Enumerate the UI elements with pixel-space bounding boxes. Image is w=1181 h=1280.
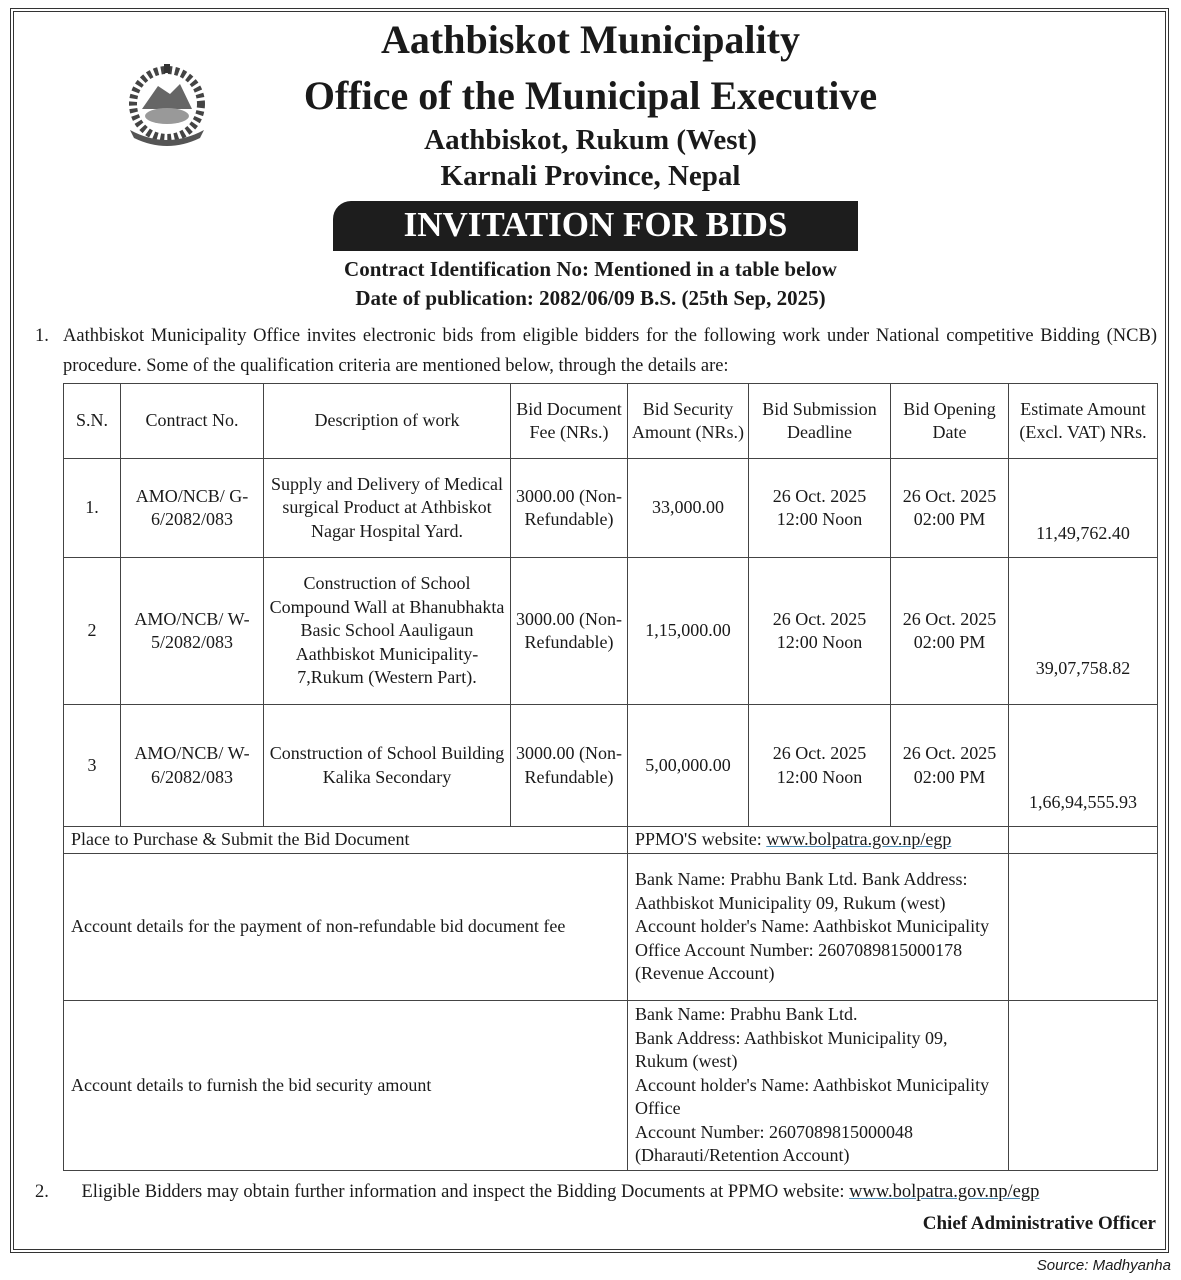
info-line: Account holder's Name: Aathbiskot Municipality Office	[635, 1074, 990, 1119]
signature: Chief Administrative Officer	[922, 1213, 1156, 1234]
contract-identification: Contract Identification No: Mentioned in a table below	[344, 257, 837, 281]
info-label: Account details to furnish the bid security amount	[64, 1001, 628, 1171]
paragraph-2	[35, 1182, 1039, 1203]
province: Karnali Province, Nepal	[440, 160, 741, 192]
bids-table	[63, 383, 1158, 1171]
contract-cell: AMO/NCB/ W-6/2082/083	[121, 705, 264, 827]
opening-cell: 26 Oct. 2025 02:00 PM	[891, 558, 1009, 705]
table-row	[64, 459, 1158, 558]
description-cell: Construction of School Compound Wall at Bhanubhakta Basic School Aauligaun Aathbiskot Municipality-7,Rukum (Western Part).	[264, 558, 511, 705]
security-cell: 5,00,000.00	[628, 705, 749, 827]
paragraph-text: Aathbiskot Municipality Office invites electronic bids from eligible bidders for the following work under National competitive Bidding (NCB) procedure. Some of the qualification criteria are mentioned below, through the details are:	[63, 326, 1157, 376]
info-label: Place to Purchase & Submit the Bid Document	[64, 827, 628, 854]
empty-cell	[1009, 1001, 1158, 1171]
empty-cell	[1009, 827, 1158, 854]
info-value	[628, 827, 1009, 854]
info-row	[64, 1001, 1158, 1171]
fee-cell: 3000.00 (Non-Refundable)	[511, 705, 628, 827]
bolpatra-link[interactable]: www.bolpatra.gov.np/egp	[766, 829, 952, 850]
security-cell: 1,15,000.00	[628, 558, 749, 705]
publication-date: Date of publication: 2082/06/09 B.S. (25th Sep, 2025)	[355, 286, 826, 310]
table-header-row	[64, 384, 1158, 459]
info-prefix: PPMO'S website:	[635, 829, 767, 850]
deadline-cell: 26 Oct. 2025 12:00 Noon	[749, 558, 891, 705]
column-header: Contract No.	[121, 384, 264, 459]
column-header: Description of work	[264, 384, 511, 459]
info-label: Account details for the payment of non-refundable bid document fee	[64, 854, 628, 1001]
table-row	[64, 558, 1158, 705]
table-row	[64, 705, 1158, 827]
bolpatra-link[interactable]: www.bolpatra.gov.np/egp	[849, 1182, 1040, 1202]
info-line: Account Number: 2607089815000048	[635, 1121, 913, 1142]
empty-cell	[1009, 854, 1158, 1001]
contract-cell: AMO/NCB/ W-5/2082/083	[121, 558, 264, 705]
paragraph-number: 2.	[35, 1182, 49, 1202]
location: Aathbiskot, Rukum (West)	[424, 124, 757, 156]
info-row	[64, 854, 1158, 1001]
deadline-cell: 26 Oct. 2025 12:00 Noon	[749, 459, 891, 558]
info-line: Bank Name: Prabhu Bank Ltd.	[635, 1004, 858, 1025]
fee-cell: 3000.00 (Non-Refundable)	[511, 459, 628, 558]
sn-cell: 2	[64, 558, 121, 705]
fee-cell: 3000.00 (Non-Refundable)	[511, 558, 628, 705]
deadline-cell: 26 Oct. 2025 12:00 Noon	[749, 705, 891, 827]
description-cell: Supply and Delivery of Medical surgical Product at Athbiskot Nagar Hospital Yard.	[264, 459, 511, 558]
paragraph-text: Eligible Bidders may obtain further information and inspect the Bidding Documents at PPMO website:	[81, 1182, 850, 1202]
column-header: Bid Document Fee (NRs.)	[511, 384, 628, 459]
contract-cell: AMO/NCB/ G-6/2082/083	[121, 459, 264, 558]
info-line: Bank Address: Aathbiskot Municipality 09, Rukum (west)	[635, 1027, 948, 1072]
sn-cell: 1.	[64, 459, 121, 558]
invitation-banner: INVITATION FOR BIDS	[333, 201, 858, 251]
sn-cell: 3	[64, 705, 121, 827]
paragraph-1	[35, 321, 1157, 381]
estimate-cell: 1,66,94,555.93	[1009, 705, 1158, 827]
info-value: Bank Name: Prabhu Bank Ltd. Bank Address: Aathbiskot Municipality 09, Rukum (west) Account holder's Name: Aathbiskot Municipality Office Account Number: 2607089815000178 (Revenue Account)	[628, 854, 1009, 1001]
paragraph-number: 1.	[35, 326, 49, 346]
column-header: Bid Opening Date	[891, 384, 1009, 459]
description-cell: Construction of School Building Kalika Secondary	[264, 705, 511, 827]
estimate-cell: 39,07,758.82	[1009, 558, 1158, 705]
info-row	[64, 827, 1158, 854]
column-header: Bid Submission Deadline	[749, 384, 891, 459]
column-header: S.N.	[64, 384, 121, 459]
municipality-title: Aathbiskot Municipality	[381, 17, 800, 62]
office-title: Office of the Municipal Executive	[303, 73, 878, 118]
opening-cell: 26 Oct. 2025 02:00 PM	[891, 459, 1009, 558]
estimate-cell: 11,49,762.40	[1009, 459, 1158, 558]
security-cell: 33,000.00	[628, 459, 749, 558]
opening-cell: 26 Oct. 2025 02:00 PM	[891, 705, 1009, 827]
column-header: Bid Security Amount (NRs.)	[628, 384, 749, 459]
column-header: Estimate Amount (Excl. VAT) NRs.	[1009, 384, 1158, 459]
info-line: (Dharauti/Retention Account)	[635, 1145, 850, 1166]
info-value	[628, 1001, 1009, 1171]
source-credit: Source: Madhyanha	[1036, 1257, 1171, 1274]
